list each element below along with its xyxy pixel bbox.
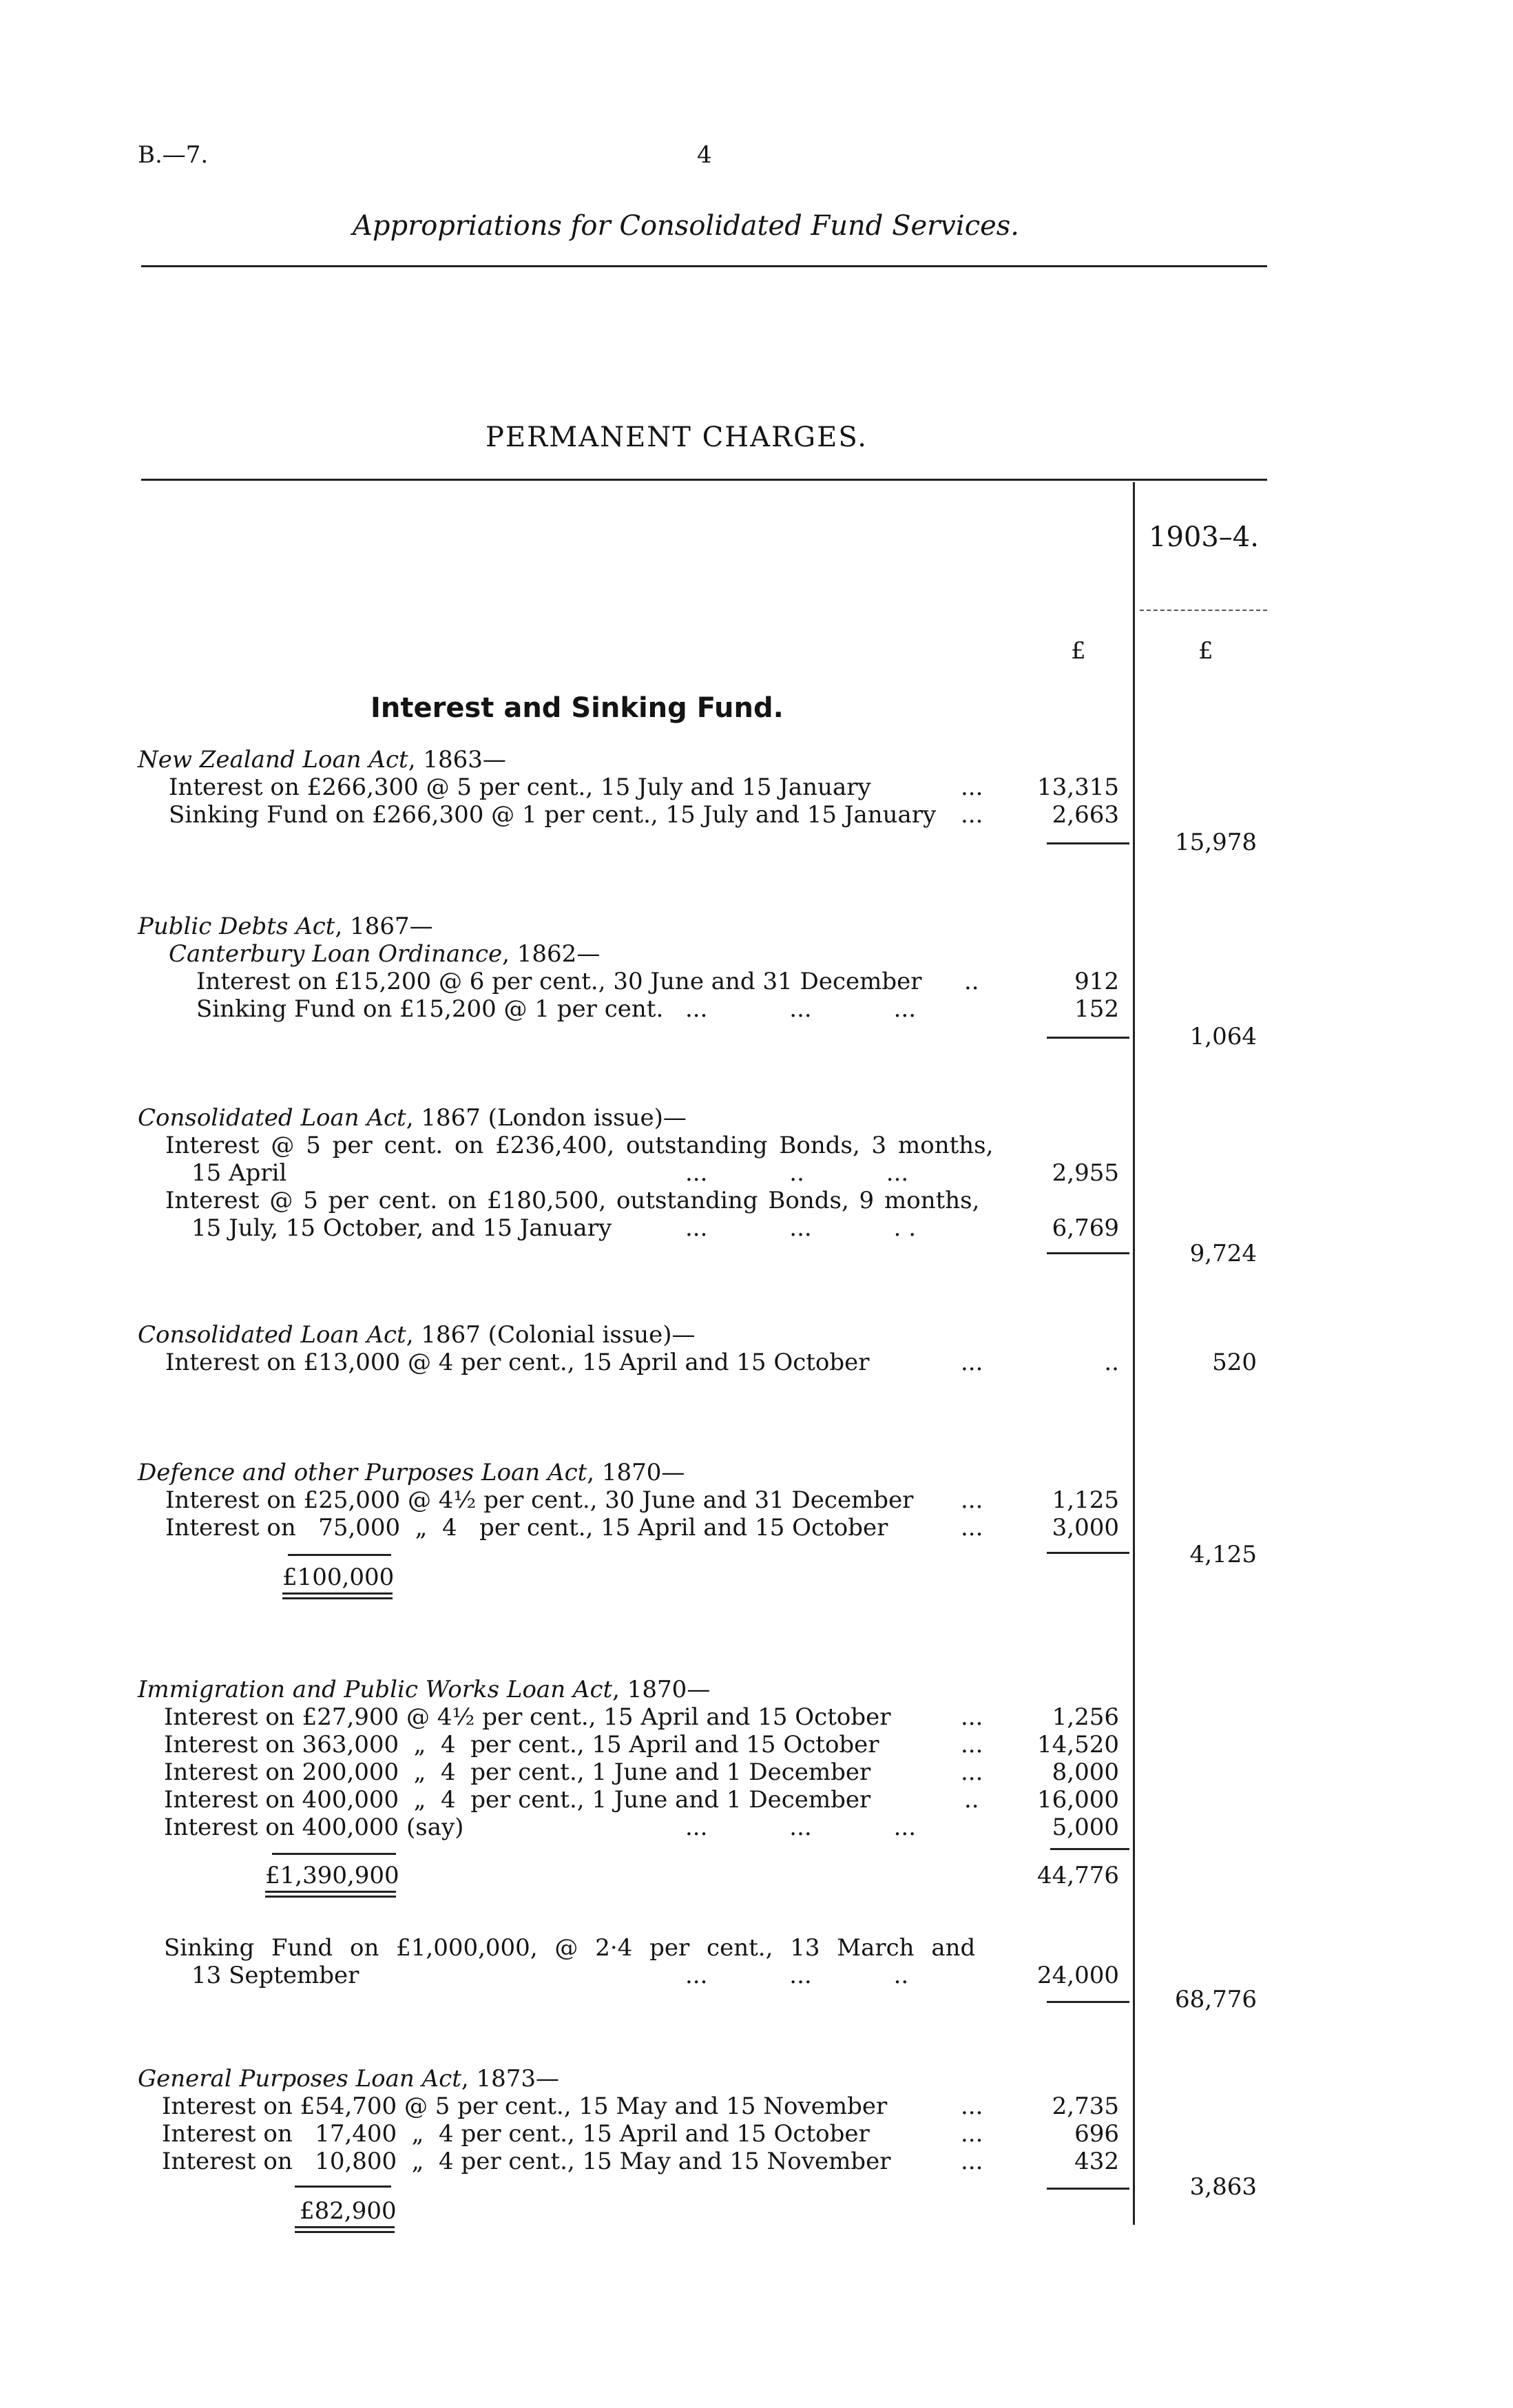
- header-rule: [141, 265, 1267, 267]
- item-text: 15 July, 15 October, and 15 January: [191, 1214, 612, 1242]
- item-dots: ...: [961, 1514, 983, 1542]
- principal-rule: [288, 1554, 391, 1556]
- act-heading: Public Debts Act, 1867—: [138, 913, 433, 940]
- act-total: 9,724: [1189, 1240, 1257, 1267]
- sum-rule: [1047, 1552, 1129, 1554]
- item-text: 15 April: [191, 1159, 287, 1187]
- act-total: 3,863: [1189, 2173, 1257, 2201]
- item-text: Interest on 200,000 „ 4 per cent., 1 June and 1 December: [164, 1758, 871, 1786]
- act-heading: General Purposes Loan Act, 1873—: [138, 2065, 560, 2093]
- section-title: PERMANENT CHARGES.: [486, 422, 868, 453]
- year-header-rule: [1140, 610, 1267, 611]
- item-dots: ...: [961, 2120, 983, 2148]
- item-dots: ..: [964, 968, 979, 995]
- principal-total: £82,900: [300, 2197, 397, 2225]
- sum-rule: [1047, 2188, 1129, 2190]
- act-total: 520: [1212, 1349, 1257, 1376]
- item-dots: ...: [961, 1731, 983, 1758]
- item-dots: ... .. ...: [685, 1159, 909, 1187]
- principal-total: £1,390,900: [265, 1862, 399, 1889]
- item-amount: 14,520: [1037, 1731, 1119, 1758]
- act-subheading: Canterbury Loan Ordinance, 1862—: [169, 940, 601, 968]
- principal-total: £100,000: [282, 1564, 395, 1591]
- item-dots: ... ... ...: [685, 1814, 917, 1841]
- item-amount: 912: [1074, 968, 1119, 995]
- item-text: Interest on 400,000 (say): [164, 1814, 464, 1841]
- item-dots: ..: [964, 1786, 979, 1814]
- item-amount: 24,000: [1037, 1962, 1119, 1989]
- sinking-fund-text: Sinking Fund on £1,000,000, @ 2·4 per cent., 13 March and: [164, 1934, 976, 1962]
- act-heading: Immigration and Public Works Loan Act, 1870—: [138, 1676, 711, 1703]
- item-dots: ... ... ...: [685, 995, 917, 1023]
- item-dots: ...: [961, 1758, 983, 1786]
- sum-rule: [1047, 1037, 1129, 1039]
- page-title: Appropriations for Consolidated Fund Services.: [353, 210, 1020, 242]
- item-amount: 16,000: [1037, 1786, 1119, 1814]
- item-dots: ... ... . .: [685, 1214, 917, 1242]
- item-amount: 432: [1074, 2148, 1119, 2175]
- item-text: Interest on 363,000 „ 4 per cent., 15 April and 15 October: [164, 1731, 879, 1758]
- item-text: Interest on 10,800 „ 4 per cent., 15 May and 15 November: [162, 2148, 891, 2175]
- item-text: Sinking Fund on £266,300 @ 1 per cent., 15 July and 15 January: [169, 801, 937, 829]
- principal-rule: [272, 1853, 396, 1855]
- act-heading: New Zealand Loan Act, 1863—: [138, 746, 506, 774]
- item-amount: 2,663: [1052, 801, 1119, 829]
- item-dots: ...: [961, 1486, 983, 1514]
- item-dots: ... ... ..: [685, 1962, 909, 1989]
- principal-rule: [295, 2186, 391, 2188]
- item-text: Interest on £266,300 @ 5 per cent., 15 July and 15 January: [169, 774, 871, 801]
- item-text: Interest @ 5 per cent. on £180,500, outstanding Bonds, 9 months,: [165, 1187, 980, 1214]
- item-amount: ..: [1104, 1349, 1119, 1376]
- item-amount: 1,256: [1052, 1703, 1119, 1731]
- item-text: Interest on £54,700 @ 5 per cent., 15 May and 15 November: [162, 2093, 888, 2120]
- act-heading: Defence and other Purposes Loan Act, 1870—: [138, 1459, 685, 1486]
- item-amount: 13,315: [1037, 774, 1119, 801]
- pound-sign-inner: £: [1071, 637, 1086, 665]
- item-text: Interest on £15,200 @ 6 per cent., 30 June and 31 December: [196, 968, 922, 995]
- item-dots: ...: [961, 1703, 983, 1731]
- act-total: 4,125: [1189, 1541, 1257, 1568]
- item-amount: 3,000: [1052, 1514, 1119, 1542]
- principal-double-rule: [295, 2226, 395, 2233]
- item-amount: 696: [1074, 2120, 1119, 2148]
- item-amount: 152: [1074, 995, 1119, 1023]
- item-amount: 8,000: [1052, 1758, 1119, 1786]
- item-amount: 6,769: [1052, 1214, 1119, 1242]
- item-dots: ...: [961, 2093, 983, 2120]
- act-total: 1,064: [1189, 1023, 1257, 1050]
- page-number: 4: [697, 141, 712, 169]
- item-dots: ...: [961, 1349, 983, 1376]
- pound-sign-year: £: [1198, 637, 1213, 665]
- act-total: 15,978: [1175, 829, 1257, 856]
- act-total: 68,776: [1175, 1986, 1257, 2013]
- item-text: Sinking Fund on £15,200 @ 1 per cent.: [196, 995, 664, 1023]
- item-amount: 5,000: [1052, 1814, 1119, 1841]
- principal-double-rule: [282, 1592, 393, 1599]
- act-heading: Consolidated Loan Act, 1867 (London issue)—: [138, 1104, 687, 1132]
- item-text: Interest on £13,000 @ 4 per cent., 15 April and 15 October: [165, 1349, 870, 1376]
- table-top-rule: [141, 479, 1267, 481]
- sinking-fund-text: 13 September: [191, 1962, 359, 1989]
- subtotal-rule: [1050, 1848, 1129, 1850]
- item-text: Interest on £27,900 @ 4½ per cent., 15 April and 15 October: [164, 1703, 891, 1731]
- subsection-title: Interest and Sinking Fund.: [371, 692, 784, 724]
- act-heading: Consolidated Loan Act, 1867 (Colonial issue)—: [138, 1321, 696, 1349]
- item-amount: 2,735: [1052, 2093, 1119, 2120]
- act-subtotal: 44,776: [1037, 1862, 1119, 1889]
- item-amount: 2,955: [1052, 1159, 1119, 1187]
- column-year-header: 1903–4.: [1149, 521, 1259, 553]
- sum-rule: [1047, 2001, 1129, 2003]
- document-reference: B.—7.: [138, 141, 209, 169]
- item-dots: ...: [961, 801, 983, 829]
- column-divider: [1133, 482, 1135, 2225]
- item-dots: ...: [961, 2148, 983, 2175]
- item-text: Interest on 400,000 „ 4 per cent., 1 June and 1 December: [164, 1786, 871, 1814]
- item-text: Interest @ 5 per cent. on £236,400, outstanding Bonds, 3 months,: [165, 1132, 994, 1159]
- principal-double-rule: [265, 1891, 396, 1898]
- sum-rule: [1047, 842, 1129, 844]
- item-text: Interest on 17,400 „ 4 per cent., 15 April and 15 October: [162, 2120, 870, 2148]
- item-text: Interest on 75,000 „ 4 per cent., 15 April and 15 October: [165, 1514, 888, 1542]
- sum-rule: [1047, 1252, 1129, 1254]
- item-amount: 1,125: [1052, 1486, 1119, 1514]
- item-dots: ...: [961, 774, 983, 801]
- item-text: Interest on £25,000 @ 4½ per cent., 30 June and 31 December: [165, 1486, 914, 1514]
